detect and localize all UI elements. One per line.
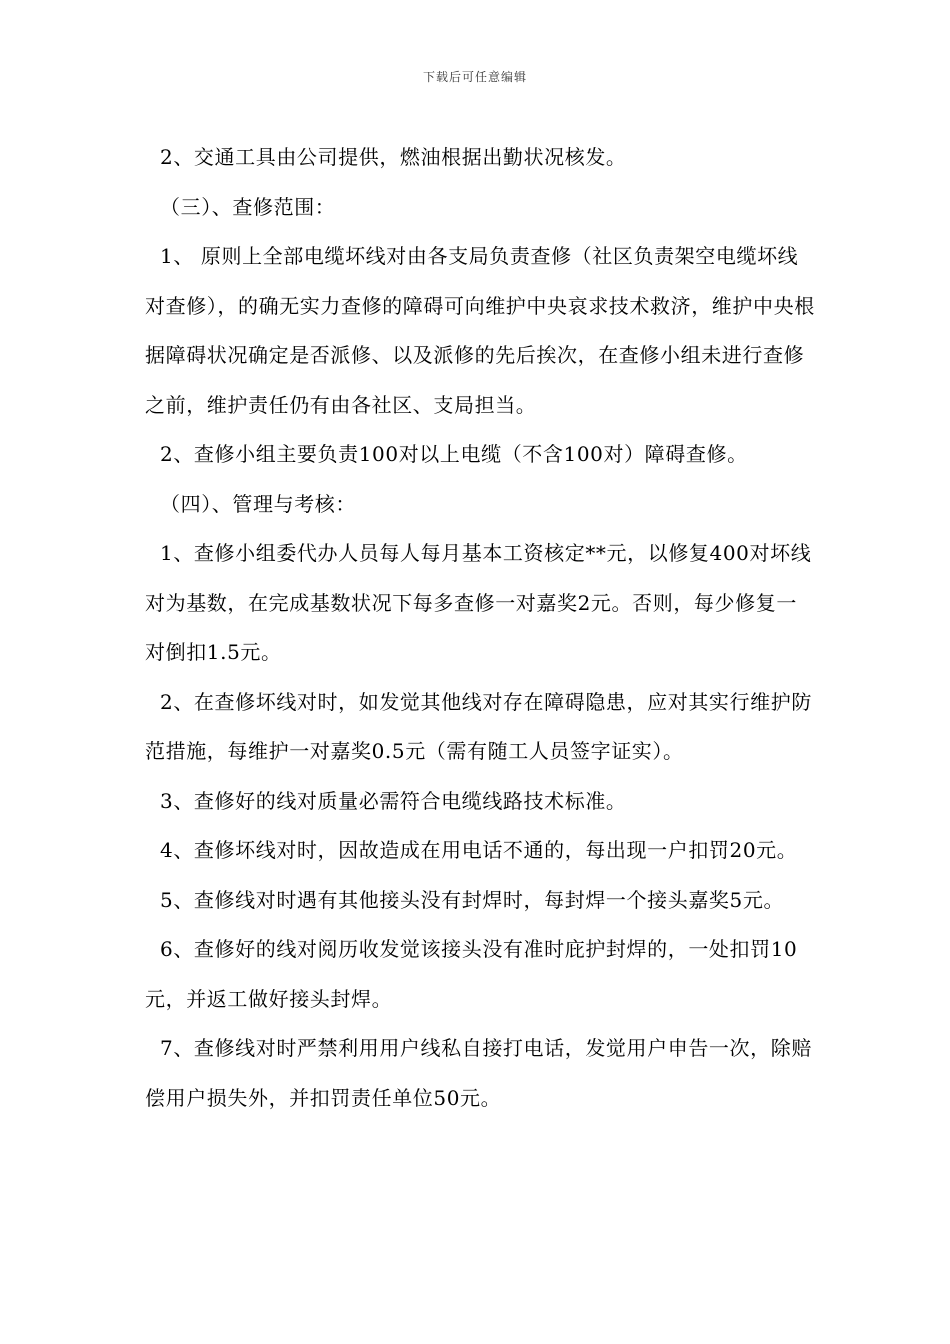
section-heading-scope: （三）、查修范围： xyxy=(160,194,336,219)
paragraph-transport: 2、交通工具由公司提供，燃油根据出勤状况核发。 xyxy=(160,145,627,169)
paragraph-management-1: 1、查修小组委代办人员每人每月基本工资核定**元，以修复400对坏线对为基数，在完成基数状况下每多查修一对嘉奖2元。否则，每少修复一对倒扣1.5元。 xyxy=(145,541,812,664)
paragraph-scope-2: 2、查修小组主要负责100对以上电缆（不含100对）障碍查修。 xyxy=(160,442,748,466)
paragraph-management-4: 4、查修坏线对时，因故造成在用电话不通的，每出现一户扣罚20元。 xyxy=(160,838,798,862)
document-body xyxy=(145,133,815,1123)
paragraph-management-5: 5、查修线对时遇有其他接头没有封焊时，每封焊一个接头嘉奖5元。 xyxy=(160,887,785,912)
section-heading-management: （四）、管理与考核： xyxy=(160,491,356,516)
paragraph-management-2: 2、在查修坏线对时，如发觉其他线对存在障碍隐患，应对其实行维护防范措施，每维护一对嘉奖0.5元（需有随工人员签字证实）。 xyxy=(145,689,812,763)
paragraph-management-3: 3、查修好的线对质量必需符合电缆线路技术标准。 xyxy=(160,788,627,813)
paragraph-management-6: 6、查修好的线对阅历收发觉该接头没有准时庇护封焊的，一处扣罚10元，并返工做好接头封焊。 xyxy=(145,937,798,1011)
header-note: 下载后可任意编辑 xyxy=(422,70,527,84)
paragraph-management-7: 7、查修线对时严禁利用用户线私自接打电话，发觉用户申告一次，除赔偿用户损失外，并扣罚责任单位50元。 xyxy=(145,1036,812,1110)
paragraph-scope-1: 1、 原则上全部电缆坏线对由各支局负责查修（社区负责架空电缆坏线对查修），的确无实力查修的障碍可向维护中央哀求技术救济，维护中央根据障碍状况确定是否派修、以及派修的先后挨次，在查修小组未进行查修之前，维护责任仍有由各社区、支局担当。 xyxy=(145,244,815,417)
